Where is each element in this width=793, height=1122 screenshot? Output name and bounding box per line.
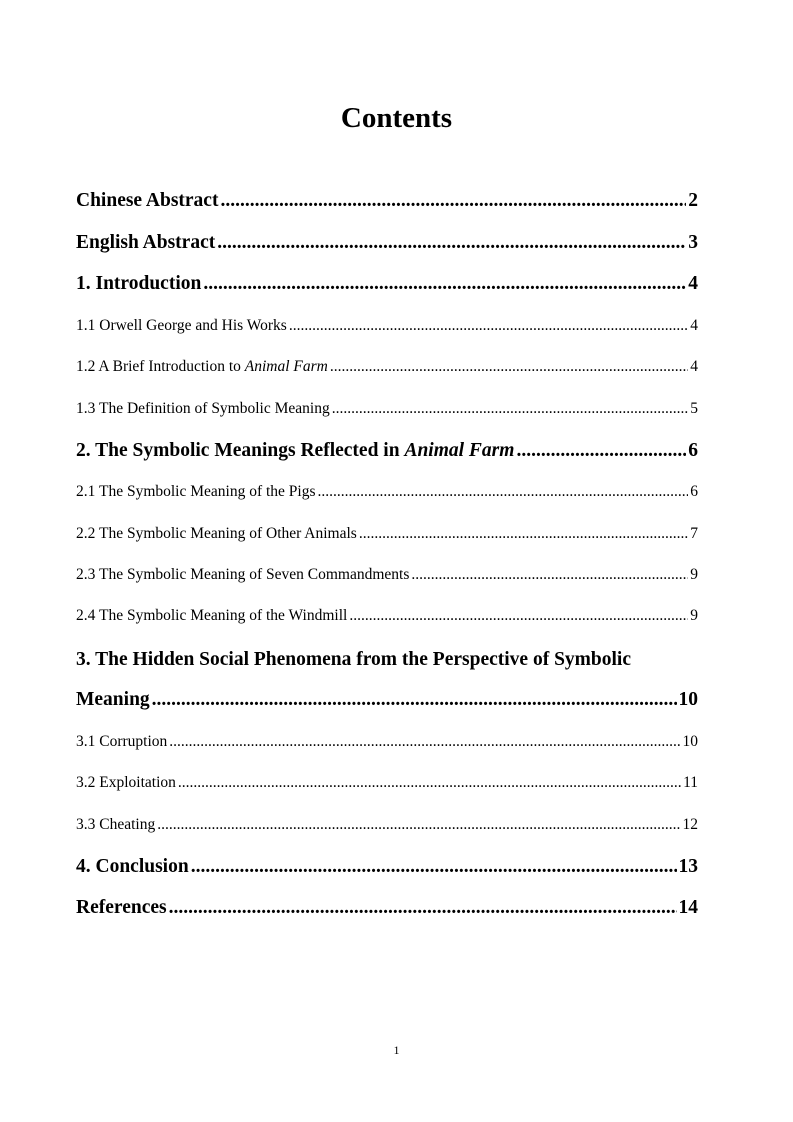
book-title-italic: Animal Farm: [404, 440, 515, 461]
toc-entry-corruption[interactable]: [76, 730, 698, 754]
page-title: Contents: [340, 102, 453, 134]
toc-entry-exploitation[interactable]: [76, 771, 698, 795]
toc-entry-chinese-abstract[interactable]: [76, 186, 698, 216]
toc-entry-page: 7: [690, 525, 698, 542]
toc-entry-english-abstract[interactable]: [76, 228, 698, 258]
toc-entry-references[interactable]: [76, 893, 698, 923]
toc-entry-symbolic-meaning-other-animals[interactable]: [76, 522, 698, 546]
toc-entry-label: 3.3 Cheating: [76, 816, 156, 833]
toc-entry-label: 2.2 The Symbolic Meaning of Other Animals: [76, 525, 357, 542]
toc-entry-orwell-george[interactable]: [76, 314, 698, 338]
dot-leader: [220, 186, 686, 216]
toc-entry-page: 5: [690, 400, 698, 417]
dot-leader: [289, 314, 688, 338]
toc-entry-page: 14: [678, 897, 698, 918]
toc-entry-label: 2.4 The Symbolic Meaning of the Windmill: [76, 607, 348, 624]
toc-entry-label: 1.3 The Definition of Symbolic Meaning: [76, 400, 330, 417]
toc-entry-label: 1.1 Orwell George and His Works: [76, 317, 287, 334]
toc-entry-conclusion[interactable]: [76, 852, 698, 882]
toc-entry-page: 10: [678, 689, 698, 710]
toc-entry-label: 1. Introduction: [76, 273, 202, 294]
page-number: 1: [393, 1043, 400, 1057]
dot-leader: [359, 522, 688, 546]
toc-entry-page: 9: [690, 566, 698, 583]
dot-leader: [152, 685, 677, 715]
toc-entry-label-text: 1.2 A Brief Introduction to: [76, 358, 245, 375]
toc-entry-hidden-social-phenomena-line1[interactable]: [76, 645, 698, 675]
toc-entry-label: 3.2 Exploitation: [76, 774, 176, 791]
toc-entry-seven-commandments[interactable]: [76, 563, 698, 587]
dot-leader: [318, 480, 689, 504]
toc-entry-page: 11: [683, 774, 698, 791]
dot-leader: [169, 730, 680, 754]
toc-entry-cheating[interactable]: [76, 813, 698, 837]
toc-entry-hidden-social-phenomena[interactable]: [76, 685, 698, 715]
dot-leader: [157, 813, 680, 837]
dot-leader: [169, 893, 677, 923]
toc-entry-label: 2.1 The Symbolic Meaning of the Pigs: [76, 483, 316, 500]
toc-entry-page: 4: [690, 358, 698, 375]
toc-entry-symbolic-meanings-reflected[interactable]: [76, 436, 698, 466]
toc-entry-page: 6: [690, 483, 698, 500]
toc-entry-page: 6: [688, 440, 698, 461]
dot-leader: [191, 852, 677, 882]
toc-entry-label: 4. Conclusion: [76, 856, 189, 877]
toc-entry-label: English Abstract: [76, 232, 216, 253]
dot-leader: [349, 604, 688, 628]
toc-entry-brief-introduction[interactable]: [76, 355, 698, 379]
dot-leader: [330, 355, 688, 379]
toc-entry-label: 3.1 Corruption: [76, 733, 168, 750]
book-title-italic: Animal Farm: [244, 358, 328, 375]
toc-entry-page: 9: [690, 607, 698, 624]
toc-entry-label: [76, 355, 328, 379]
toc-entry-page: 10: [682, 733, 698, 750]
toc-entry-label: Meaning: [76, 689, 150, 710]
toc-entry-page: 12: [682, 816, 698, 833]
toc-entry-introduction[interactable]: [76, 269, 698, 299]
toc-entry-page: 4: [690, 317, 698, 334]
dot-leader: [411, 563, 688, 587]
toc-entry-label-text: 2. The Symbolic Meanings Reflected in: [76, 440, 405, 461]
toc-entry-page: 3: [688, 232, 698, 253]
toc-entry-label: 3. The Hidden Social Phenomena from the Perspective of Symbolic: [76, 649, 631, 670]
dot-leader: [217, 228, 686, 258]
toc-entry-label: 2.3 The Symbolic Meaning of Seven Commandments: [76, 566, 410, 583]
dot-leader: [332, 397, 689, 421]
toc-entry-symbolic-meaning-pigs[interactable]: [76, 480, 698, 504]
toc-entry-page: 2: [688, 190, 698, 211]
toc-entry-label: [76, 436, 514, 466]
dot-leader: [178, 771, 681, 795]
toc-entry-page: 4: [688, 273, 698, 294]
toc-entry-windmill[interactable]: [76, 604, 698, 628]
toc-entry-label: References: [76, 897, 167, 918]
toc-entry-page: 13: [678, 856, 698, 877]
dot-leader: [516, 436, 686, 466]
toc-entry-label: Chinese Abstract: [76, 190, 219, 211]
dot-leader: [203, 269, 686, 299]
toc-entry-definition-symbolic-meaning[interactable]: [76, 397, 698, 421]
